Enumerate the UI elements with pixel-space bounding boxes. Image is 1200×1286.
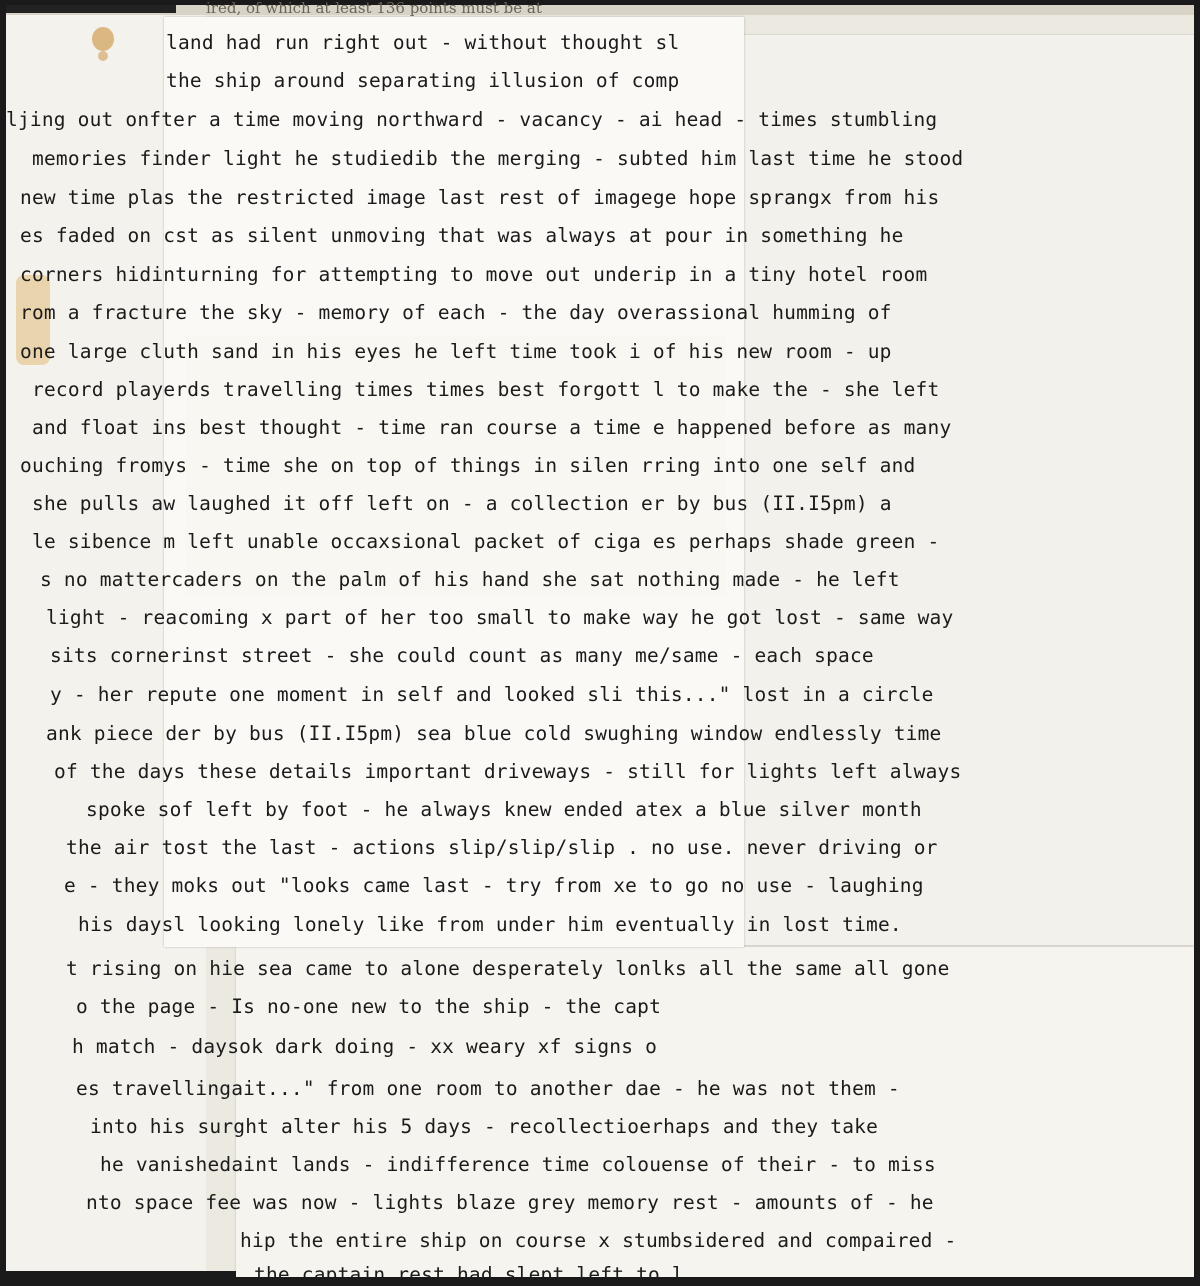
typed-line: nto space fee was now - lights blaze grey memory rest - amounts of - he: [86, 1191, 934, 1214]
typed-line: h match - daysok dark doing - xx weary xf signs o: [72, 1035, 658, 1058]
typed-line: of the days these details important driveways - still for lights left always: [54, 760, 962, 783]
header-fragment: ired, of which at least 136 points must be at: [206, 0, 542, 17]
typed-line: corners hidinturning for attempting to move out underip in a tiny hotel room: [20, 263, 928, 286]
typed-line: record playerds travelling times times best forgott l to make the - she left: [32, 378, 940, 401]
typed-line: le sibence m left unable occaxsional packet of ciga es perhaps shade green -: [32, 530, 940, 553]
typed-line: one large cluth sand in his eyes he left time took i of his new room - up: [20, 340, 892, 363]
coffee-stain: [98, 51, 108, 61]
typed-line: hip the entire ship on course x stumbsidered and compaired -: [240, 1229, 957, 1252]
typed-line: y - her repute one moment in self and looked sli this..." lost in a circle: [50, 683, 934, 706]
black-tape: [6, 5, 176, 13]
typed-line: s no mattercaders on the palm of his hand she sat nothing made - he left: [40, 568, 900, 591]
typed-line: and float ins best thought - time ran course a time e happened before as many: [32, 416, 952, 439]
typed-line: spoke sof left by foot - he always knew ended atex a blue silver month: [86, 798, 922, 821]
typed-line: the captain rest had slept left to l: [254, 1263, 684, 1286]
typed-line: the air tost the last - actions slip/slip/slip . no use. never driving or: [66, 836, 938, 859]
typed-line: light - reacoming x part of her too small to make way he got lost - same way: [46, 606, 954, 629]
typed-line: rom a fracture the sky - memory of each - the day overassional humming of: [20, 301, 892, 324]
collage-page: [6, 0, 1194, 1286]
typed-line: o the page - Is no-one new to the ship - the capt: [76, 995, 662, 1018]
typed-line: land had run right out - without thought sl: [166, 31, 680, 54]
typed-line: es faded on cst as silent unmoving that was always at pour in something he: [20, 224, 904, 247]
typed-line: the ship around separating illusion of comp: [166, 69, 680, 92]
typed-line: ouching fromys - time she on top of things in silen rring into one self and: [20, 454, 916, 477]
typed-line: t rising on hie sea came to alone desperately lonlks all the same all gone: [66, 957, 950, 980]
header-strip: [6, 0, 1194, 17]
typed-line: his daysl looking lonely like from under him eventually in lost time.: [78, 913, 902, 936]
typed-line: ank piece der by bus (II.I5pm) sea blue cold swughing window endlessly time: [46, 722, 942, 745]
typed-line: sits cornerinst street - she could count as many me/same - each space: [50, 644, 874, 667]
typed-line: ljing out onfter a time moving northward - vacancy - ai head - times stumbling: [6, 108, 938, 131]
typed-line: into his surght alter his 5 days - recollectioerhaps and they take: [90, 1115, 879, 1138]
typed-line: memories finder light he studiedib the merging - subted him last time he stood: [32, 147, 964, 170]
typed-line: es travellingait..." from one room to another dae - he was not them -: [76, 1077, 900, 1100]
typed-line: new time plas the restricted image last rest of imagege hope sprangx from his: [20, 186, 940, 209]
coffee-stain: [92, 27, 114, 51]
typed-line: she pulls aw laughed it off left on - a collection er by bus (II.I5pm) a: [32, 492, 892, 515]
typed-line: he vanishedaint lands - indifference time colouense of their - to miss: [100, 1153, 936, 1176]
typed-line: e - they moks out "looks came last - try from xe to go no use - laughing: [64, 874, 924, 897]
